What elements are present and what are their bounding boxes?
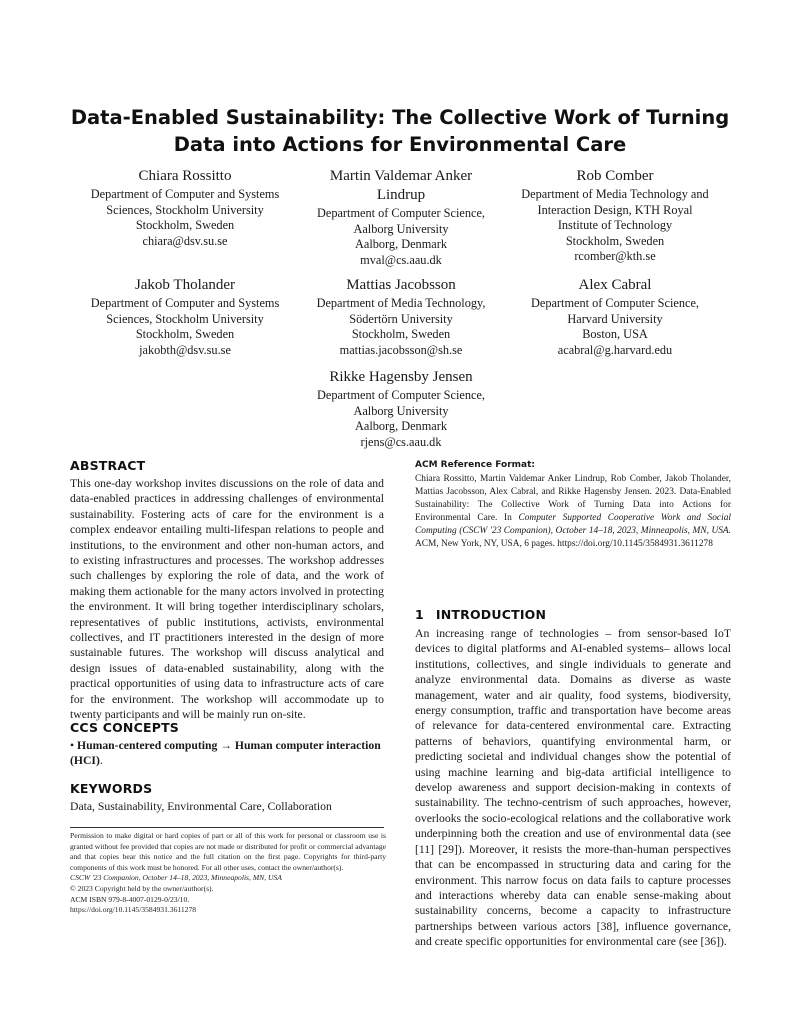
ccs-bullet: • (70, 739, 75, 752)
author-affiliation: Department of Media Technology, (316, 296, 486, 310)
author-email: jakobth@dsv.su.se (139, 342, 231, 357)
author-affiliation: Interaction Design, KTH Royal (537, 202, 693, 217)
isbn-text: ACM ISBN 979-8-4007-0129-0/23/10. (70, 894, 190, 904)
author-affiliation: Department of Computer and Systems (90, 296, 280, 310)
author-location: Stockholm, Sweden (135, 218, 235, 233)
doi-link[interactable]: https://doi.org/10.1145/3584931.3611278 (70, 905, 197, 915)
permission-footnote (70, 831, 386, 916)
author-name: Rikke Hagensby Jensen (329, 369, 473, 385)
author-block (286, 368, 516, 450)
author-name: Martin Valdemar Anker Lindrup (329, 168, 473, 203)
author-affiliation: Aalborg University (353, 221, 449, 236)
author-location: Stockholm, Sweden (135, 327, 235, 342)
author-affiliation: Harvard University (567, 311, 663, 326)
ccs-heading: CCS CONCEPTS (70, 720, 179, 735)
author-email: rjens@cs.aau.dk (360, 434, 442, 449)
author-affiliation: Department of Computer and Systems (90, 187, 280, 201)
author-affiliation: Sciences, Stockholm University (106, 202, 264, 217)
introduction-heading (415, 607, 546, 622)
ccs-concept-end: . (99, 754, 103, 768)
acm-reference-venue: Computer Supported Cooperative Work and Social Computing (CSCW '23 Companion), October 14–18, 2023, Minneapolis, MN, USA. (415, 513, 731, 537)
author-name: Alex Cabral (578, 277, 652, 293)
acm-reference-heading: ACM Reference Format: (415, 460, 535, 470)
title-line-2: Data into Actions for Environmental Care (173, 133, 627, 156)
author-block (286, 276, 516, 358)
acm-reference-part1: Chiara Rossitto, Martin Valdemar Anker Lindrup, Rob Comber, Jakob Tholander, Mattias Jacobsson, Alex Cabral, and Rikke Hagensby Jensen. 2023. Data-Enabled Sustainability: The Collective Work of Turning Data into Actions for Environmental Care. In (415, 474, 731, 524)
author-name: Mattias Jacobsson (346, 277, 456, 293)
author-affiliation: Department of Computer Science, (530, 296, 699, 310)
abstract-heading: ABSTRACT (70, 458, 146, 473)
author-location: Boston, USA (582, 327, 648, 342)
acm-reference-text (415, 473, 731, 552)
author-email: mattias.jacobsson@sh.se (339, 342, 463, 357)
author-name: Chiara Rossitto (138, 168, 232, 184)
acm-reference-part2: ACM, New York, NY, USA, 6 pages. https://doi.org/10.1145/3584931.3611278 (415, 539, 713, 550)
author-block (286, 167, 516, 268)
venue-text: CSCW '23 Companion, October 14–18, 2023, Minneapolis, MN, USA (70, 873, 282, 883)
author-location: Aalborg, Denmark (355, 237, 447, 252)
author-affiliation: Department of Media Technology and (521, 187, 709, 201)
author-block (500, 276, 730, 358)
introduction-text: An increasing range of technologies – from sensor-based IoT devices to digital platforms and AI-enabled systems– allows local institutions, collectives, and single individuals to generate and analyze environmental data. Domains as diverse as waste management, water and air quality, food systems, biodiversity, energy consumption, traffic and transportation have become areas of relevance for data-centered environmental care. Extracting patterns of behaviors, quantifying environmental harm, or predicting societal and individual changes show the potential of using machine learning and big-data artificial intelligence to develop awareness and support decision-making in contexts of sustainability. The techno-centrism of such approaches, however, overlooks the socio-ecological relations and the collaborative work underpinning both the creation and use of environmental data (see [11] [29]). Moreover, it resists the more-than-human perspectives that can be encompassed in structuring data and caring for the environment. This narrow focus on data fails to capture processes and interactions whereby data can enable sense-making about sustainability concerns, become a capacity to infrastructure partnerships between various actors [38], influence governance, and create specific opportunities for environmental care (see [36]). (415, 627, 731, 949)
title-line-1: Data-Enabled Sustainability: The Collective Work of Turning (70, 106, 730, 129)
author-email: chiara@dsv.su.se (142, 233, 228, 248)
author-affiliation: Department of Computer Science, (316, 206, 485, 220)
ccs-concept-term: Human-centered computing → Human computer interaction (HCI) (70, 739, 381, 768)
author-block (70, 167, 300, 249)
section-number: 1 (415, 607, 424, 622)
author-block (70, 276, 300, 358)
keywords-text: Data, Sustainability, Environmental Care, Collaboration (70, 800, 332, 813)
section-title: INTRODUCTION (435, 607, 547, 622)
author-block (500, 167, 730, 265)
author-affiliation: Department of Computer Science, (316, 388, 485, 402)
author-location: Aalborg, Denmark (355, 419, 447, 434)
paper-title (60, 104, 740, 158)
author-location: Stockholm, Sweden (565, 233, 665, 248)
abstract-text: This one-day workshop invites discussions on the role of data and data-enabled practices in addressing challenges of environmental sustainability. Fostering acts of care for the environment is a complex endeavor entailing multi-lifespan relations to people and institutions, to the environment and other non-human actors, and to existing infrastructures and processes. The workshop addresses such challenges by exploring the role of data, and the work of making them actionable for the many actors involved in protecting the environment. It will bring together interdisciplinary scholars, representatives of public institutions, activists, environmental collectives, and IT practitioners interested in the design of more sustainable futures. The workshop will discuss analytical and design issues of data-enabled sustainability, along with the practical opportunities of using data to infrastructure acts of care for the environment. The workshop will accommodate up to twenty participants and will be mainly run on-site. (70, 477, 384, 722)
author-location: Stockholm, Sweden (351, 327, 451, 342)
author-affiliation: Institute of Technology (557, 218, 673, 233)
author-email: acabral@g.harvard.edu (557, 342, 673, 357)
footnote-divider (70, 827, 384, 828)
permission-text: Permission to make digital or hard copies of part or all of this work for personal or classroom use is granted without fee provided that copies are not made or distributed for profit or commercial advantage and that copies bear this notice and the full citation on the first page. Copyrights for third-party components of this work must be honored. For all other uses, contact the owner/author(s). (70, 831, 386, 872)
ccs-concepts (70, 738, 384, 769)
copyright-text: © 2023 Copyright held by the owner/author(s). (70, 883, 214, 893)
author-email: mval@cs.aau.dk (360, 252, 442, 267)
author-affiliation: Aalborg University (353, 403, 449, 418)
keywords-heading: KEYWORDS (70, 781, 153, 796)
author-email: rcomber@kth.se (574, 249, 656, 264)
author-affiliation: Södertörn University (349, 311, 453, 326)
author-name: Jakob Tholander (134, 277, 236, 293)
author-name: Rob Comber (576, 168, 654, 184)
author-affiliation: Sciences, Stockholm University (106, 311, 264, 326)
